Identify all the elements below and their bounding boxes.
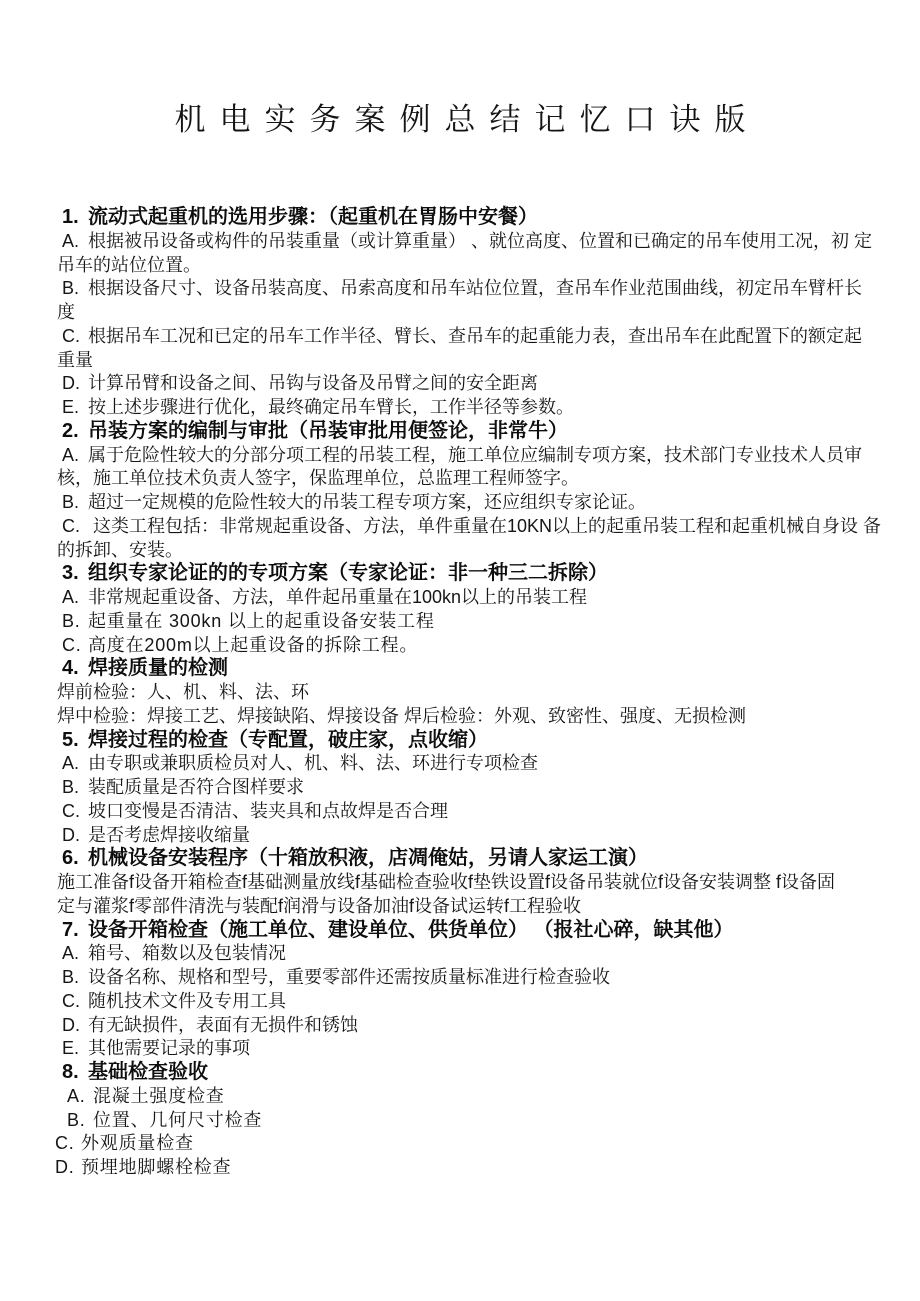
document-line: [0, 871, 920, 895]
document-line: [0, 681, 920, 705]
line-marker: 5.: [62, 728, 79, 751]
line-marker: A.: [62, 753, 80, 774]
document-title: 机电实务案例总结记忆口诀版: [174, 102, 760, 138]
line-marker: 1.: [62, 206, 79, 228]
document-line: [0, 396, 920, 420]
document-line: [0, 1132, 920, 1156]
line-text: 焊接过程的检查（专配置，破庄家，点收缩）: [88, 728, 488, 751]
line-text: 箱号、箱数以及包装情况: [88, 943, 286, 964]
line-text: 这类工程包括：非常规起重设备、方法，单件重量在10KN以上的起重吊装工程和起重机械自身设 备: [88, 515, 882, 536]
line-text: 设备名称、规格和型号，重要零部件还需按质量标准进行检查验收: [88, 967, 610, 987]
line-text: 定与灌浆f零部件清洗与装配f润滑与设备加油f设备试运转f工程验收: [57, 895, 582, 916]
document-line: [0, 349, 920, 373]
line-marker: 3.: [62, 562, 79, 585]
line-text: 其他需要记录的事项: [88, 1038, 250, 1059]
line-text: 根据设备尺寸、设备吊装高度、吊索高度和吊车站位位置，查吊车作业范围曲线，初定吊车臂杆长: [88, 278, 862, 299]
document-line: [0, 491, 920, 515]
line-text: 由专职或兼职质检员对人、机、料、法、环进行专项检查: [88, 753, 538, 774]
document-line: [0, 515, 920, 539]
line-marker: A.: [62, 587, 80, 607]
line-marker: B.: [62, 610, 81, 631]
section-heading: [0, 729, 920, 753]
line-text: 位置、几何尺寸检查: [93, 1109, 263, 1130]
line-text: 吊装方案的编制与审批（吊装审批用便签论，非常牛）: [88, 419, 568, 442]
document-line: [0, 230, 920, 254]
line-text: 按上述步骤进行优化，最终确定吊车臂长，工作半径等参数。: [88, 397, 574, 417]
document-line: [0, 301, 920, 325]
line-marker: E.: [62, 397, 80, 417]
line-text: 属于危险性较大的分部分项工程的吊装工程，施工单位应编制专项方案，技术部门专业技术人员审: [88, 444, 862, 465]
line-marker: 7.: [62, 918, 79, 941]
document-line: [0, 467, 920, 491]
line-marker: D.: [62, 373, 80, 394]
line-marker: D.: [55, 1157, 75, 1177]
section-heading: [0, 1061, 920, 1085]
section-heading: [0, 562, 920, 586]
line-marker: C.: [62, 990, 80, 1011]
line-text: 根据被吊设备或构件的吊装重量（或计算重量） 、就位高度、位置和已确定的吊车使用工况，初 定: [88, 230, 872, 251]
document-line: [0, 705, 920, 729]
line-marker: B.: [67, 1109, 86, 1130]
line-text: 起重量在 300kn 以上的起重设备安装工程: [88, 610, 435, 631]
line-text: 计算吊臂和设备之间、吊钩与设备及吊臂之间的安全距离: [88, 373, 538, 394]
line-text: 核，施工单位技术负责人签字，保监理单位，总监理工程师签字。: [57, 468, 579, 489]
document-line: [0, 776, 920, 800]
line-marker: B.: [62, 777, 80, 797]
document-line: [0, 586, 920, 610]
line-text: 焊接质量的检测: [88, 657, 228, 680]
line-marker: E.: [62, 1038, 80, 1059]
document-line: [0, 1085, 920, 1109]
document-line: [0, 254, 920, 278]
line-text: 度: [57, 302, 75, 322]
document-line: [0, 1037, 920, 1061]
document-line: [0, 634, 920, 658]
document-line: [0, 277, 920, 301]
line-text: 外观质量检查: [81, 1133, 194, 1154]
line-text: 施工准备f设备开箱检查f基础测量放线f基础检查验收f垫铁设置f设备吊装就位f设备安装调整 f设备固: [57, 872, 836, 892]
line-marker: D.: [62, 824, 80, 845]
line-marker: C.: [55, 1133, 75, 1154]
section-heading: [0, 919, 920, 943]
line-text: 是否考虑焊接收缩量: [88, 824, 250, 845]
line-marker: 6.: [62, 847, 79, 870]
line-marker: B.: [62, 278, 80, 299]
line-text: 吊车的站位位置。: [57, 254, 201, 275]
line-text: 高度在200m以上起重设备的拆除工程。: [88, 634, 419, 655]
document-line: [0, 372, 920, 396]
line-text: 组织专家论证的的专项方案（专家论证：非一种三二拆除）: [88, 562, 608, 585]
document-line: [0, 752, 920, 776]
line-text: 焊前检验：人、机、料、法、环: [57, 682, 309, 702]
section-heading: [0, 206, 920, 230]
line-marker: A.: [62, 444, 80, 465]
document-line: [0, 895, 920, 919]
line-marker: 4.: [62, 657, 79, 680]
document-line: [0, 824, 920, 848]
section-heading: [0, 657, 920, 681]
line-marker: 8.: [62, 1061, 79, 1083]
line-marker: B.: [62, 492, 80, 512]
line-text: 机械设备安装程序（十箱放积液，店凋俺姑，另请人家运工演）: [88, 847, 648, 870]
section-heading: [0, 420, 920, 444]
document-line: [0, 942, 920, 966]
line-text: 预埋地脚螺栓检查: [81, 1157, 232, 1177]
document-line: [0, 610, 920, 634]
line-marker: C.: [62, 325, 80, 346]
document-line: [0, 325, 920, 349]
document-line: [0, 444, 920, 468]
section-heading: [0, 847, 920, 871]
document-line: [0, 1014, 920, 1038]
line-text: 焊中检验：焊接工艺、焊接缺陷、焊接设备 焊后检验：外观、致密性、强度、无损检测: [57, 705, 746, 726]
line-text: 装配质量是否符合图样要求: [88, 777, 304, 797]
line-marker: A.: [67, 1085, 86, 1106]
line-marker: A.: [62, 230, 80, 251]
line-marker: C.: [62, 515, 80, 536]
line-marker: D.: [62, 1014, 80, 1035]
document-line: [0, 539, 920, 563]
document-line: [0, 1109, 920, 1133]
line-marker: B.: [62, 967, 80, 987]
line-text: 随机技术文件及专用工具: [88, 990, 286, 1011]
line-text: 基础检查验收: [88, 1061, 208, 1083]
line-marker: A.: [62, 943, 80, 964]
document-body: [0, 206, 920, 1180]
line-text: 混凝土强度检查: [93, 1085, 225, 1106]
line-text: 的拆卸、安装。: [57, 539, 183, 560]
document-line: [0, 966, 920, 990]
line-text: 非常规起重设备、方法，单件起吊重量在100kn以上的吊装工程: [88, 587, 588, 607]
document-line: [0, 800, 920, 824]
line-text: 根据吊车工况和已定的吊车工作半径、臂长、查吊车的起重能力表，查出吊车在此配置下的额定起: [88, 325, 862, 346]
line-text: 设备开箱检查（施工单位、建设单位、供货单位） （报社心碎，缺其他）: [88, 918, 734, 941]
line-text: 重量: [57, 349, 93, 370]
line-text: 有无缺损件，表面有无损件和锈蚀: [88, 1014, 358, 1035]
line-marker: 2.: [62, 419, 79, 442]
line-text: 坡口变慢是否清洁、装夹具和点故焊是否合理: [88, 800, 448, 821]
line-marker: C.: [62, 800, 80, 821]
document-line: [0, 990, 920, 1014]
line-marker: C.: [62, 634, 82, 655]
line-text: 超过一定规模的危险性较大的吊装工程专项方案，还应组织专家论证。: [88, 492, 646, 512]
line-text: 流动式起重机的选用步骤：（起重机在胃肠中安餐）: [88, 206, 538, 228]
document-line: [0, 1156, 920, 1180]
